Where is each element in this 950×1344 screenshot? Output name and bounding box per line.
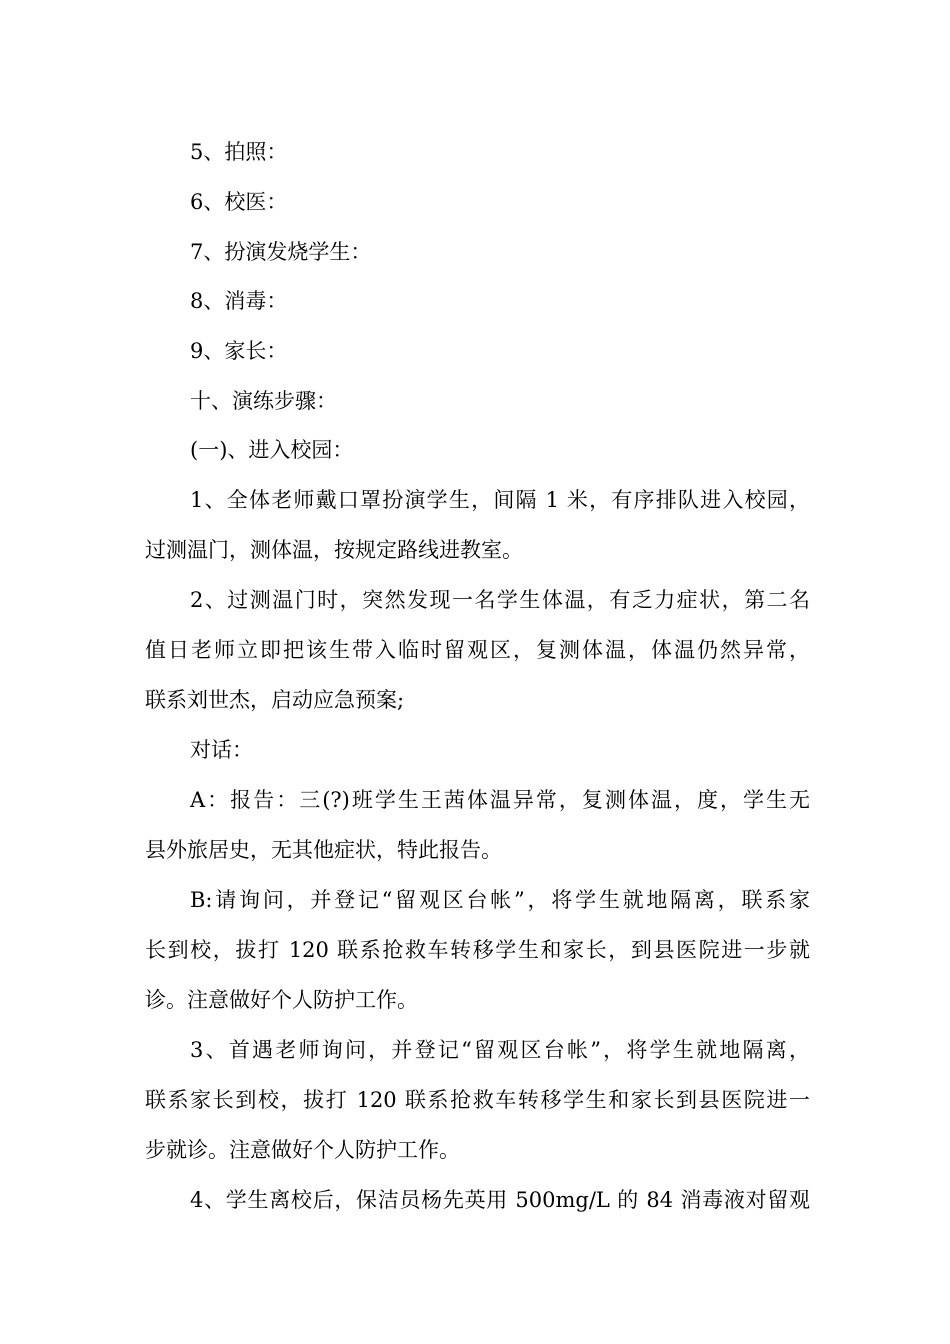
paragraph-1-line-2: 过测温门，测体温，按规定路线进教室。	[145, 538, 523, 562]
paragraph-3-line-2: 联系家长到校，拔打 120 联系抢救车转移学生和家长到县医院进一	[145, 1088, 810, 1112]
paragraph-2-line-2: 值日老师立即把该生带入临时留观区，复测体温，体温仍然异常，	[145, 638, 810, 662]
role-item-parent: 9、家长：	[190, 339, 288, 363]
paragraph-3-line-3: 步就诊。注意做好个人防护工作。	[145, 1138, 460, 1162]
paragraph-2-line-1: 2、过测温门时，突然发现一名学生体温，有乏力症状，第二名	[190, 588, 810, 612]
role-item-feverish-student: 7、扮演发烧学生：	[190, 240, 372, 264]
speaker-b-line-3: 诊。注意做好个人防护工作。	[145, 988, 418, 1012]
role-item-photography: 5、拍照：	[190, 140, 288, 164]
paragraph-3-line-1: 3、首遇老师询问，并登记“留观区台帐”，将学生就地隔离，	[190, 1038, 810, 1062]
paragraph-4-line-1: 4、学生离校后，保洁员杨先英用 500mg/L 的 84 消毒液对留观	[190, 1188, 810, 1212]
role-item-disinfection: 8、消毒：	[190, 289, 288, 313]
dialogue-label: 对话：	[190, 738, 253, 762]
speaker-a-line-1: A：报告：三(?)班学生王茜体温异常，复测体温，度，学生无	[190, 788, 810, 812]
speaker-b-line-1: B:请询问，并登记“留观区台帐”，将学生就地隔离，联系家	[190, 888, 810, 912]
subsection-heading: (一)、进入校园：	[190, 438, 354, 462]
paragraph-1-line-1: 1、全体老师戴口罩扮演学生，间隔 1 米，有序排队进入校园，	[190, 488, 810, 512]
role-item-school-doctor: 6、校医：	[190, 190, 288, 214]
section-heading: 十、演练步骤：	[190, 389, 337, 413]
speaker-a-line-2: 县外旅居史，无其他症状，特此报告。	[145, 838, 502, 862]
speaker-b-line-2: 长到校，拔打 120 联系抢救车转移学生和家长，到县医院进一步就	[145, 938, 810, 962]
paragraph-2-line-3: 联系刘世杰，启动应急预案;	[145, 688, 405, 712]
